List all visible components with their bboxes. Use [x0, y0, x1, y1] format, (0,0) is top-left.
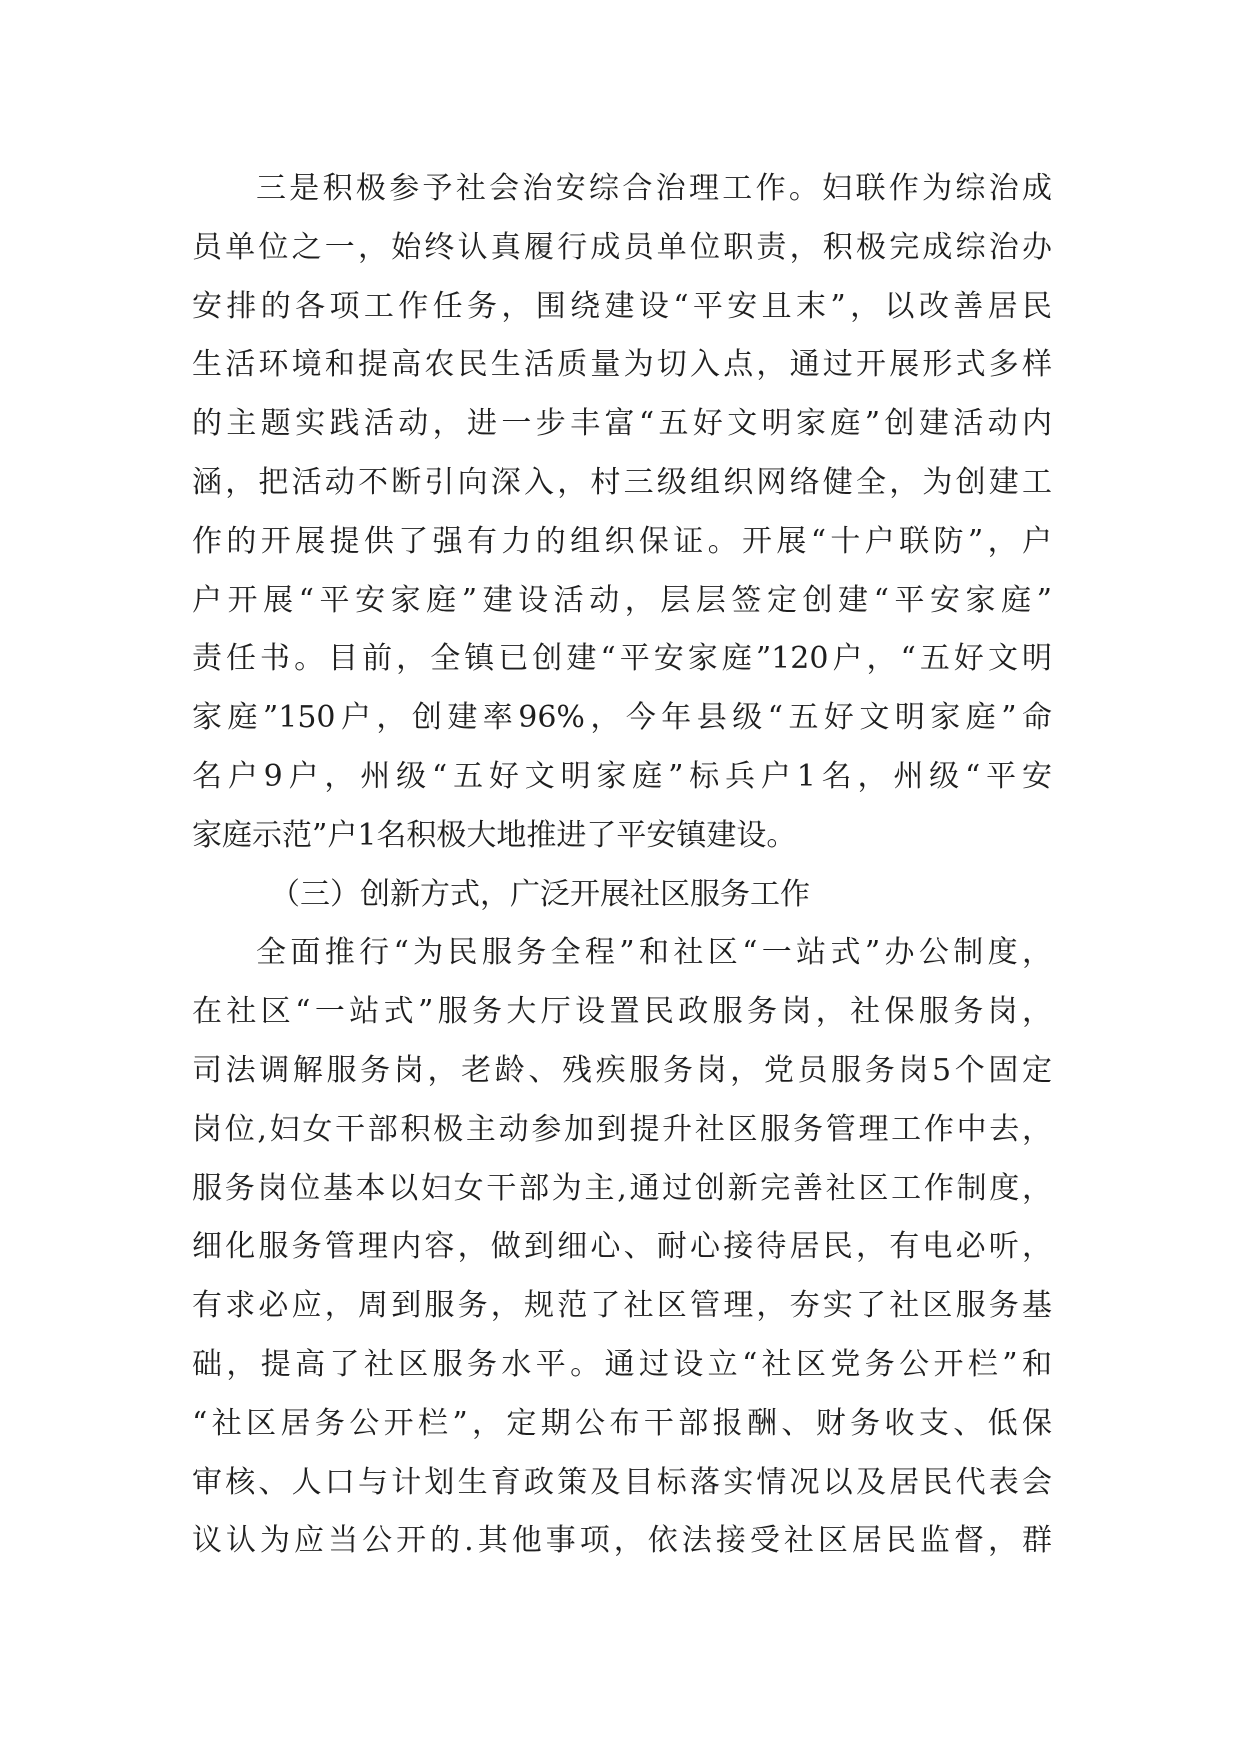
text-line: 家庭示范”户1名积极大地推进了平安镇建设。: [192, 817, 797, 853]
text-line: 责任书。目前，全镇已创建“平安家庭”120户，“五好文明: [192, 641, 1052, 677]
text-line: 础，提高了社区服务水平。通过设立“社区党务公开栏”和: [192, 1346, 1052, 1382]
text-line: 细化服务管理内容，做到细心、耐心接待居民，有电必听，: [192, 1229, 1052, 1265]
text-line: 议认为应当公开的.其他事项，依法接受社区居民监督，群: [192, 1523, 1052, 1559]
text-line: 员单位之一，始终认真履行成员单位职责，积极完成综治办: [192, 229, 1052, 265]
text-line: 家庭”150户，创建率96%，今年县级“五好文明家庭”命: [192, 700, 1052, 736]
text-line: 三是积极参予社会治安综合治理工作。妇联作为综治成: [256, 171, 1052, 206]
text-line: 涵，把活动不断引向深入，村三级组织网络健全，为创建工: [192, 464, 1052, 500]
text-line: 在社区“一站式”服务大厅设置民政服务岗，社保服务岗，: [192, 994, 1052, 1030]
text-line: 服务岗位基本以妇女干部为主,通过创新完善社区工作制度，: [192, 1170, 1052, 1206]
text-line: 安排的各项工作任务，围绕建设“平安且末”，以改善居民: [192, 288, 1052, 324]
text-line: 岗位,妇女干部积极主动参加到提升社区服务管理工作中去，: [192, 1111, 1052, 1147]
section-heading-text: （三）创新方式，广泛开展社区服务工作: [270, 876, 810, 912]
text-line: 户开展“平安家庭”建设活动，层层签定创建“平安家庭”: [192, 582, 1052, 618]
text-line: 名户9户，州级“五好文明家庭”标兵户1名，州级“平安: [192, 758, 1052, 794]
text-line: 全面推行“为民服务全程”和社区“一站式”办公制度，: [256, 935, 1052, 971]
text-line: “社区居务公开栏”，定期公布干部报酬、财务收支、低保: [192, 1405, 1052, 1441]
text-line: 作的开展提供了强有力的组织保证。开展“十户联防”，户: [192, 523, 1052, 559]
paragraph-social-security: [192, 160, 1052, 866]
document-body: [192, 160, 1052, 1571]
text-line: 生活环境和提高农民生活质量为切入点，通过开展形式多样: [192, 347, 1052, 383]
text-line: 司法调解服务岗，老龄、残疾服务岗，党员服务岗5个固定: [192, 1052, 1052, 1088]
section-heading: [192, 866, 1052, 925]
text-line: 有求必应，周到服务，规范了社区管理，夯实了社区服务基: [192, 1288, 1052, 1324]
paragraph-community-service: [192, 924, 1052, 1571]
text-line: 的主题实践活动，进一步丰富“五好文明家庭”创建活动内: [192, 406, 1052, 442]
text-line: 审核、人口与计划生育政策及目标落实情况以及居民代表会: [192, 1464, 1052, 1500]
